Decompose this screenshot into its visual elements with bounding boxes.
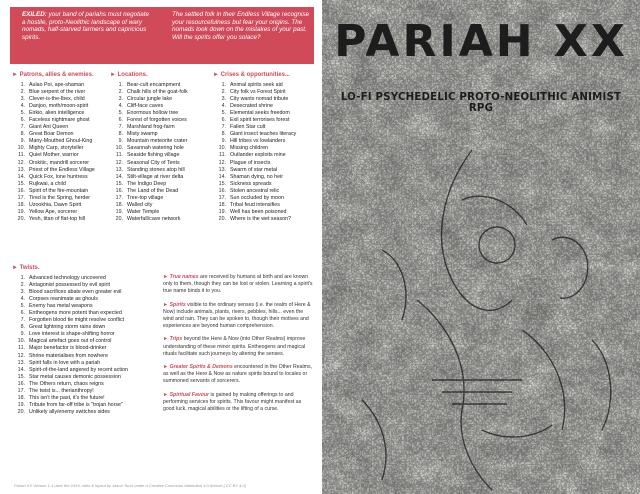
crises-entry <box>213 82 321 89</box>
entry-number: 16. <box>218 187 226 194</box>
entry-text: The Others return, chaos reigns <box>29 380 104 387</box>
entry-text: Love interest is shape-shifting horror <box>29 331 115 338</box>
locations-entry <box>110 174 214 181</box>
entry-text: The Land of the Dead <box>127 187 179 194</box>
rule-body: beyond the Here & Now (into Other Realms) improve understanding of these minor spirits. Entheogens and magical rituals facilitate such journeys by altering the senses. <box>163 336 306 357</box>
entry-number: 6. <box>20 310 25 317</box>
rule-body: is gained by making offerings to and performing services for spirits. This favour might manifest as good luck, magical abilities or the lifting of a curse. <box>163 391 302 413</box>
entry-text: Desecrated shrine <box>230 103 273 110</box>
entry-number: 2. <box>221 89 226 96</box>
entry-text: Eirkio, alien intelligence <box>29 110 85 117</box>
entry-text: Where is the wet season? <box>230 215 291 222</box>
entry-number: 12. <box>17 159 25 166</box>
entry-text: Savannah watering hole <box>127 145 184 152</box>
entry-text: This isn't the past, it's the future! <box>29 394 105 401</box>
entry-text: City wants nomad tribute <box>230 96 289 103</box>
entry-text: Yellow Ape, sorcerer <box>29 208 78 215</box>
entry-number: 18. <box>17 394 25 401</box>
crises-entry <box>213 152 321 159</box>
entry-number: 4. <box>20 296 25 303</box>
entry-text: Water Temple <box>127 208 160 215</box>
rule-heading: Spiritual Favour <box>169 391 210 398</box>
patrons-entry <box>12 82 112 89</box>
locations-entry <box>110 138 214 145</box>
entry-text: Forgotten blood tie might resolve conflict <box>29 317 125 324</box>
entry-number: 9. <box>20 138 25 145</box>
entry-text: Spirit of the fire-mountain <box>29 187 89 194</box>
entry-text: Tree-top village <box>127 194 164 201</box>
entry-text: Blue serpent of the river <box>29 89 86 96</box>
locations-entry <box>110 167 214 174</box>
locations-entry <box>110 145 214 152</box>
entry-number: 20. <box>17 215 25 222</box>
crises-entry <box>213 110 321 117</box>
twists-entry <box>12 402 162 409</box>
entry-text: Outlander exploits mine <box>230 152 286 159</box>
entry-text: Misty swamp <box>127 131 158 138</box>
twists-entry <box>12 282 162 289</box>
entry-number: 17. <box>218 194 226 201</box>
crises-entry <box>213 188 321 195</box>
patrons-entry <box>12 188 112 195</box>
entry-number: 14. <box>115 173 123 180</box>
entry-text: Enemy has metal weapons <box>29 303 93 310</box>
patrons-entry <box>12 89 112 96</box>
arrow-icon: ► <box>163 301 170 308</box>
twists-entry <box>12 296 162 303</box>
patrons-heading: ► Patrons, allies & enemies. <box>12 72 94 78</box>
entry-number: 19. <box>17 208 25 215</box>
entry-text: Enormous hollow tree <box>127 110 179 117</box>
patrons-entry <box>12 117 112 124</box>
entry-text: Cliff-face caves <box>127 103 164 110</box>
patrons-entry <box>12 174 112 181</box>
entry-number: 7. <box>118 124 123 131</box>
patrons-entry <box>12 160 112 167</box>
intro-left-text: your band of pariahs must negotiate a hostile, proto-Neolithic landscape of wary nomads, half-starved farmers and capricious spirits. <box>22 11 150 41</box>
crises-entry <box>213 202 321 209</box>
entry-text: Magical artefact goes out of control <box>29 338 112 345</box>
twists-entry <box>12 289 162 296</box>
entry-number: 18. <box>17 201 25 208</box>
rule-paragraph <box>163 302 313 331</box>
locations-entry <box>110 188 214 195</box>
entry-number: 12. <box>17 352 25 359</box>
entry-number: 10. <box>17 338 25 345</box>
intro-banner <box>10 7 314 64</box>
locations-table <box>110 71 214 223</box>
entry-number: 19. <box>218 208 226 215</box>
arrow-icon: ► <box>163 274 170 280</box>
crises-entry <box>213 216 321 223</box>
crises-entry <box>213 174 321 181</box>
intro-right: The settled folk in their Endless Village recognise your resourcefulness but fear your origins. The nomads look down on the mistakes of your past. Will the spirits offer you solace? <box>172 11 310 41</box>
rule-paragraph <box>163 392 313 414</box>
locations-entry <box>110 124 214 131</box>
entry-text: Shrine materialises from nowhere <box>29 352 108 359</box>
rule-body: visible to the ordinary senses (i.e. the realm of Here & Now) include animals, plants, rivers, pebbles, hills... even the wind and rain. They can be spoken to, though their motives and experiences are beyond human comprehension. <box>163 301 311 330</box>
entry-number: 18. <box>218 201 226 208</box>
twists-entry <box>12 324 162 331</box>
patrons-entry <box>12 181 112 188</box>
crises-entry <box>213 145 321 152</box>
patrons-entry <box>12 145 112 152</box>
locations-entry <box>110 131 214 138</box>
entry-number: 2. <box>20 282 25 289</box>
entry-text: Aulao Poi, ape-shaman <box>29 82 85 88</box>
rule-paragraph <box>163 364 313 386</box>
locations-entry <box>110 152 214 159</box>
entry-number: 4. <box>221 103 226 110</box>
entry-text: Corpses reanimate as ghouls <box>29 296 98 303</box>
entry-number: 17. <box>17 194 25 201</box>
entry-text: Missing children <box>230 145 268 152</box>
twists-entry <box>12 395 162 402</box>
twists-entry <box>12 409 162 416</box>
intro-left <box>22 11 152 41</box>
stone-carving-artwork <box>322 0 640 494</box>
entry-text: Blood sacrifices abate even greater evil <box>29 289 122 296</box>
entry-number: 20. <box>218 215 226 222</box>
entry-number: 8. <box>20 324 25 331</box>
entry-text: Giant insect teaches literacy <box>230 131 297 138</box>
entry-number: 2. <box>20 89 25 96</box>
crises-entry <box>213 89 321 96</box>
locations-entry <box>110 202 214 209</box>
entry-text: The Indigo Deep <box>127 180 167 187</box>
rule-heading: Greater Spirits & Demons <box>169 364 233 371</box>
entry-number: 11. <box>18 152 25 159</box>
entry-number: 16. <box>115 187 123 194</box>
entry-number: 17. <box>115 194 123 201</box>
locations-entry <box>110 96 214 103</box>
rule-heading: Spirits <box>169 301 186 308</box>
entry-text: Quiet Mother, warrior <box>29 152 79 159</box>
patrons-entry <box>12 124 112 131</box>
locations-entry <box>110 209 214 216</box>
entry-text: Uzookhia, Dawn Spirit <box>29 201 82 208</box>
rule-heading: True names <box>169 274 199 280</box>
entry-number: 3. <box>118 96 123 103</box>
entry-number: 3. <box>20 96 25 103</box>
entry-number: 14. <box>218 173 226 180</box>
entry-text: Tribal feud intensifies <box>230 201 280 208</box>
entry-text: Hill tribes vs lowlanders <box>230 138 286 145</box>
entry-text: Marshland frog-farm <box>127 124 175 131</box>
entry-text: Circular jungle lake <box>127 96 173 103</box>
entry-text: Standing stones atop hill <box>127 166 185 173</box>
cover-subtitle: LO-FI PSYCHEDELIC PROTO-NEOLITHIC ANIMIST RPG <box>340 92 622 114</box>
entry-text: Priest of the Endless Village <box>29 166 95 173</box>
entry-text: Faceless nightmare ghost <box>29 117 90 124</box>
locations-entry <box>110 195 214 202</box>
entry-number: 3. <box>20 289 25 296</box>
entry-number: 12. <box>218 159 226 166</box>
entry-text: Yesh, titan of flat-top hill <box>29 215 86 222</box>
patrons-entry <box>12 216 112 223</box>
crises-entry <box>213 195 321 202</box>
entry-number: 13. <box>218 166 226 173</box>
patrons-entry <box>12 152 112 159</box>
patrons-table <box>12 71 112 223</box>
entry-text: Waterfall/cave network <box>127 215 181 222</box>
entry-text: Fallen Star cult <box>230 124 266 131</box>
entry-text: Clever-is-the-Ibex, child <box>29 96 85 103</box>
rule-heading: Trips <box>169 336 183 343</box>
patrons-entry <box>12 167 112 174</box>
crises-entry <box>213 181 321 188</box>
entry-number: 2. <box>118 89 123 96</box>
entry-text: Chalk hills of the goat-folk <box>127 89 188 96</box>
entry-number: 19. <box>115 208 123 215</box>
entry-text: Great lightning storm rains down <box>29 324 106 331</box>
twists-entry <box>12 360 162 367</box>
entry-number: 14. <box>17 173 25 180</box>
entry-text: Tribute from far-off tribe is "trojan horse" <box>29 401 123 408</box>
twists-entry <box>12 367 162 374</box>
twists-entry <box>12 338 162 345</box>
entry-text: Seasonal City of Tents <box>127 159 180 166</box>
entry-number: 18. <box>115 201 123 208</box>
locations-entry <box>110 216 214 223</box>
crises-entry <box>213 103 321 110</box>
entry-number: 15. <box>17 373 25 380</box>
arrow-icon: ► <box>163 364 170 371</box>
entry-text: Exil spirit terrorises forest <box>230 117 290 124</box>
twists-entry <box>12 353 162 360</box>
entry-text: Bear-cult encampment <box>127 82 181 88</box>
entry-number: 5. <box>118 110 123 117</box>
patrons-entry <box>12 131 112 138</box>
entry-text: Spirit-of-the-land angered by recent action <box>29 366 128 373</box>
entry-text: Sickness spreads <box>230 180 272 187</box>
twists-entry <box>12 381 162 388</box>
patrons-entry <box>12 138 112 145</box>
entry-number: 9. <box>221 138 226 145</box>
entry-text: Stolen ancestral relic <box>230 187 280 194</box>
entry-text: Stilt-village at river delta <box>127 173 184 180</box>
entry-number: 1. <box>20 82 25 88</box>
entry-text: Mighty Carp, storyteller <box>29 145 84 152</box>
patrons-entry <box>12 202 112 209</box>
twists-entry <box>12 275 162 282</box>
patrons-entry <box>12 96 112 103</box>
entry-number: 8. <box>221 131 226 138</box>
entry-number: 5. <box>20 303 25 310</box>
twists-entry <box>12 303 162 310</box>
entry-number: 7. <box>20 124 25 131</box>
entry-number: 15. <box>17 180 25 187</box>
entry-text: Giant Ant Queen <box>29 124 69 131</box>
entry-text: Shaman dying, no heir <box>230 173 284 180</box>
crises-table <box>213 71 321 223</box>
entry-number: 20. <box>115 215 123 222</box>
entry-text: Spirit falls in love with a pariah <box>29 359 101 366</box>
locations-entry <box>110 110 214 117</box>
entry-number: 3. <box>221 96 226 103</box>
locations-entry <box>110 89 214 96</box>
entry-text: Antagonist possessed by evil spirit <box>29 282 110 289</box>
entry-number: 20. <box>17 408 25 415</box>
entry-number: 6. <box>221 117 226 124</box>
entry-number: 8. <box>20 131 25 138</box>
entry-text: Sun occluded by moon <box>230 194 284 201</box>
entry-number: 4. <box>20 103 25 110</box>
entry-text: Star metal causes demonic possession <box>29 373 121 380</box>
entry-text: Animal spirits seek aid <box>230 82 283 88</box>
license-footer: Pariah XX Version 1.1 uses the 24XX rules & layout by Jason Tocci under a Creative Commons Attribution 4.0 license ( CC BY 4.0) <box>14 483 247 488</box>
entry-text: Danjoo, moth/moon-spirit <box>29 103 89 110</box>
entry-number: 5. <box>20 110 25 117</box>
entry-number: 15. <box>218 180 226 187</box>
entry-number: 14. <box>17 366 25 373</box>
entry-text: Plague of insects <box>230 159 271 166</box>
entry-number: 11. <box>116 152 123 159</box>
entry-number: 19. <box>17 401 25 408</box>
entry-text: Quick Fox, lone huntress <box>29 173 88 180</box>
entry-text: The twist is... therianthropy! <box>29 387 94 394</box>
entry-text: Many-Mouthed Ghoul-King <box>29 138 93 145</box>
entry-number: 4. <box>118 103 123 110</box>
locations-heading: ► Locations. <box>110 72 148 78</box>
entry-text: Unlikely ally/enemy switches sides <box>29 408 110 415</box>
rule-paragraph <box>163 336 313 358</box>
entry-number: 11. <box>18 345 25 352</box>
entry-text: Great Boar Demon <box>29 131 74 138</box>
entry-number: 17. <box>17 387 25 394</box>
entry-number: 11. <box>219 152 226 159</box>
twists-heading: ► Twists. <box>12 265 40 271</box>
entry-number: 6. <box>118 117 123 124</box>
crises-entry <box>213 209 321 216</box>
arrow-icon: ► <box>163 391 170 398</box>
entry-number: 13. <box>115 166 123 173</box>
patrons-entry <box>12 110 112 117</box>
crises-entry <box>213 138 321 145</box>
patrons-entry <box>12 209 112 216</box>
entry-number: 12. <box>115 159 123 166</box>
entry-number: 9. <box>118 138 123 145</box>
crises-heading: ► Crises & opportunities... <box>213 72 290 78</box>
entry-number: 6. <box>20 117 25 124</box>
entry-text: Swarm of star metal <box>230 166 278 173</box>
entry-text: City folk vs Forest Spirit <box>230 89 286 96</box>
locations-entry <box>110 160 214 167</box>
crises-entry <box>213 160 321 167</box>
entry-text: Rujkwai, a child <box>29 180 66 187</box>
entry-number: 13. <box>17 359 25 366</box>
entry-number: 9. <box>20 331 25 338</box>
entry-number: 15. <box>115 180 123 187</box>
rule-body: encountered in the Other Realms, as well as the Here & Now as nature spirits bound to locales or summoned servants of sorcerers. <box>163 364 313 385</box>
crises-entry <box>213 131 321 138</box>
locations-entry <box>110 103 214 110</box>
twists-table <box>12 264 162 416</box>
entry-number: 7. <box>20 317 25 324</box>
entry-number: 16. <box>17 380 25 387</box>
entry-text: Well has been poisoned <box>230 208 287 215</box>
crises-entry <box>213 96 321 103</box>
locations-entry <box>110 82 214 89</box>
crises-entry <box>213 117 321 124</box>
locations-entry <box>110 181 214 188</box>
exiled-label: EXILED: <box>22 11 47 18</box>
entry-text: Major benefactor is blood-drinker <box>29 345 107 352</box>
patrons-entry <box>12 103 112 110</box>
entry-text: Mountain meteorite crater <box>127 138 188 145</box>
rules-text <box>163 274 313 419</box>
rule-paragraph <box>163 274 313 296</box>
cover-title: PARIAH XX <box>334 16 628 67</box>
arrow-icon: ► <box>163 336 170 343</box>
entry-number: 1. <box>20 275 25 281</box>
twists-entry <box>12 310 162 317</box>
entry-number: 10. <box>218 145 226 152</box>
entry-number: 10. <box>115 145 123 152</box>
twists-entry <box>12 331 162 338</box>
entry-number: 8. <box>118 131 123 138</box>
locations-entry <box>110 117 214 124</box>
entry-number: 10. <box>17 145 25 152</box>
crises-entry <box>213 124 321 131</box>
entry-number: 1. <box>118 82 123 88</box>
entry-number: 16. <box>17 187 25 194</box>
entry-text: Seaside fishing village <box>127 152 180 159</box>
entry-number: 5. <box>221 110 226 117</box>
patrons-entry <box>12 195 112 202</box>
entry-text: Tired is the Spring, herder <box>29 194 91 201</box>
cover-page <box>322 0 640 494</box>
entry-text: Advanced technology uncovered <box>29 275 106 281</box>
twists-entry <box>12 317 162 324</box>
rule-body: are received by humans at birth and are known only to them, though they can be lost or stolen. Learning a spirit's true name binds it to you. <box>163 274 313 295</box>
entry-text: Orskitic, mandrill sorcerer <box>29 159 90 166</box>
twists-entry <box>12 345 162 352</box>
entry-text: Elemental seeks freedom <box>230 110 290 117</box>
entry-number: 13. <box>17 166 25 173</box>
entry-number: 7. <box>221 124 226 131</box>
twists-entry <box>12 388 162 395</box>
entry-text: Entheogens more potent than expected <box>29 310 122 317</box>
crises-entry <box>213 167 321 174</box>
entry-text: Forest of forgotten voices <box>127 117 187 124</box>
twists-entry <box>12 374 162 381</box>
entry-text: Walled city <box>127 201 153 208</box>
entry-number: 1. <box>221 82 226 88</box>
